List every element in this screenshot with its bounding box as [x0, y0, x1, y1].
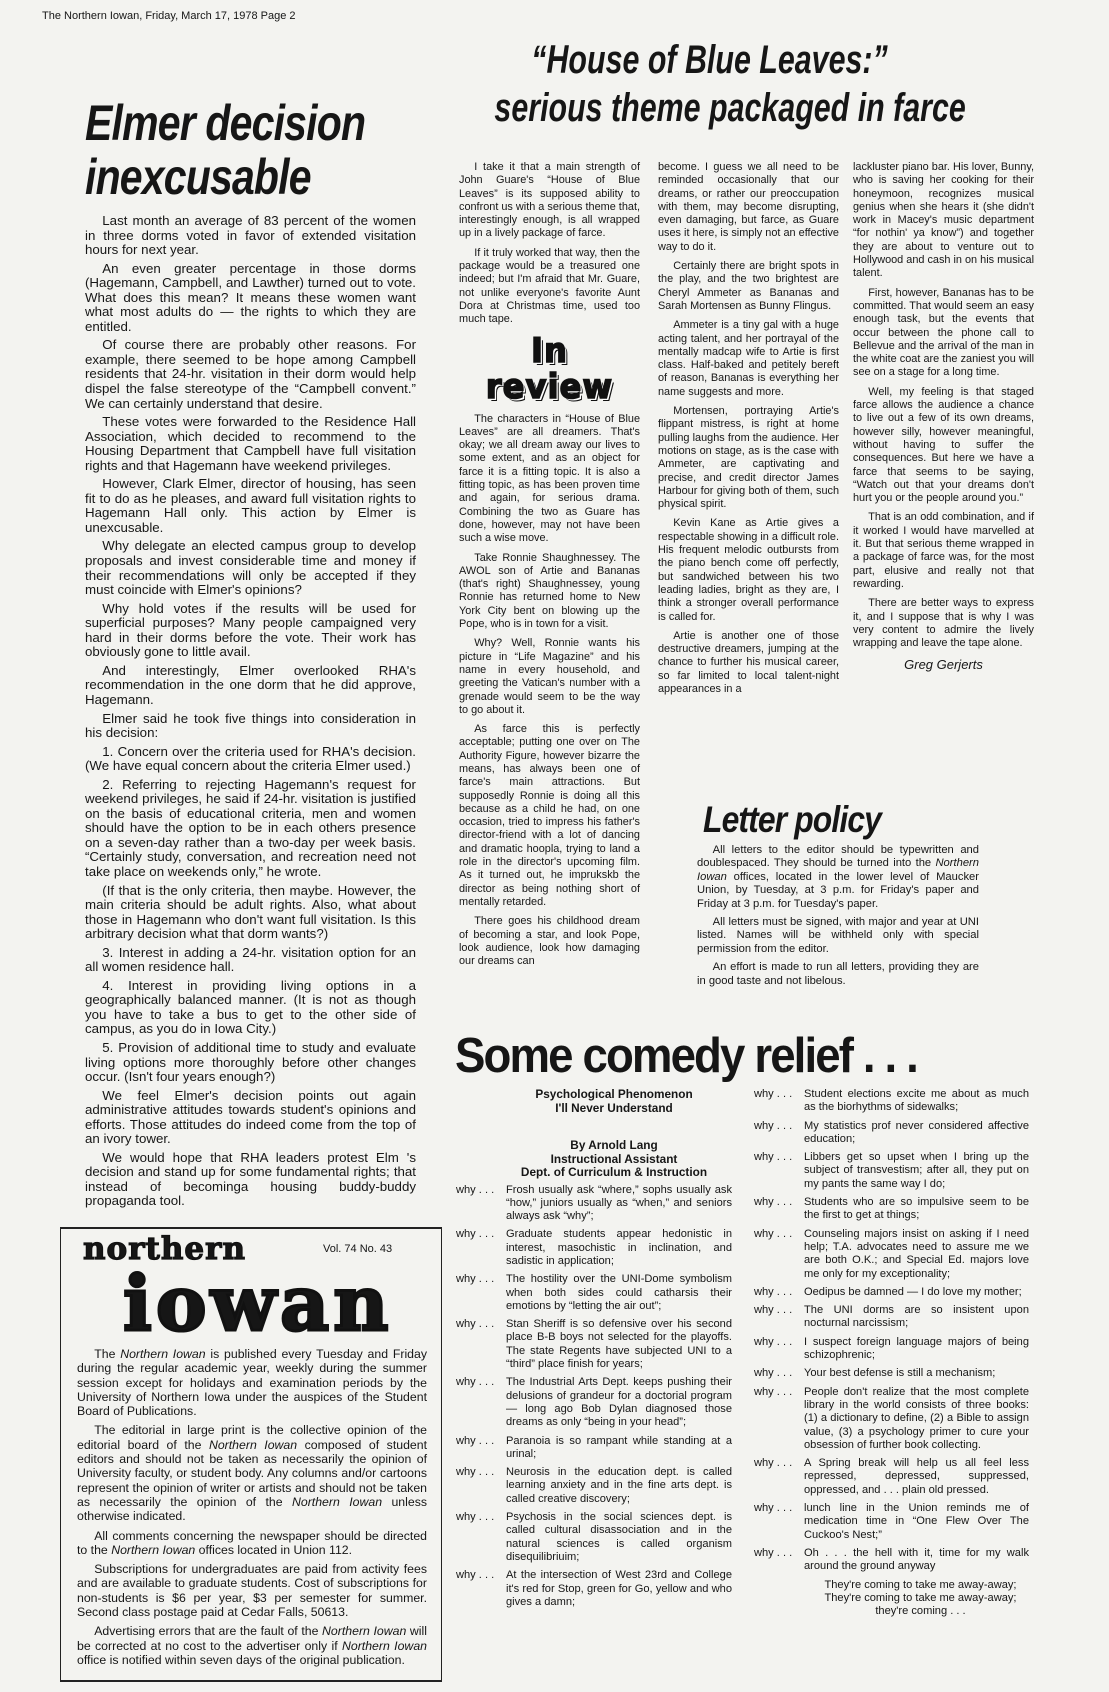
list-item — [456, 1228, 732, 1268]
text-segment: Advertising errors that are the fault of the — [94, 1624, 323, 1639]
closing-line: they're coming . . . — [875, 1605, 966, 1618]
paragraph: Elmer said he took five things into consideration in his decision: — [85, 710, 416, 741]
paragraph: lackluster piano bar. His lover, Bunny, who is saving her cooking for their honeymoon, recognizes musical genius when she hears it (she didn't work in Macey's music department “for nothin' ya know”) and together they are about to venture out to Hollywood and cash in on his musical talent. — [853, 161, 1034, 280]
editorial-body — [85, 214, 416, 1213]
why-label: why . . . — [456, 1511, 495, 1524]
paragraph — [77, 1347, 427, 1418]
list-item — [456, 1466, 732, 1506]
closing-line: They're coming to take me away-away; — [824, 1591, 1017, 1604]
paragraph: 5. Provision of additional time to study and evaluate living options more thoroughly before other changes occur. (Isn't four years enough?) — [85, 1039, 416, 1085]
review-column-2 — [658, 161, 839, 702]
title-line: I'll Never Understand — [555, 1100, 673, 1115]
text-segment: office is notified within seven days of the original publication. — [77, 1652, 405, 1667]
item-text: A Spring break will help us all feel less repressed, depressed, suppressed, oppressed, and . . . plain old pressed. — [804, 1457, 1029, 1496]
item-text: At the intersection of West 23rd and College it's red for Stop, green for Go, yellow and who gives a damn; — [506, 1569, 732, 1608]
list-item — [456, 1184, 732, 1224]
text-segment: The — [94, 1347, 121, 1361]
text-segment: Subscriptions for undergraduates are paid from activity fees and are available to graduate students. Cost of subscriptions for non-students is $6 per year, $3 per semester for summer. Second class postage paid at Cedar Falls, 50613. — [77, 1562, 427, 1620]
volume-number: Vol. 74 No. 43 — [323, 1243, 393, 1255]
headline-line: “House of Blue Leaves:” — [531, 38, 889, 82]
list-item — [456, 1511, 732, 1564]
why-label: why . . . — [754, 1119, 793, 1132]
masthead-body — [77, 1347, 427, 1667]
why-label: why . . . — [754, 1335, 793, 1348]
paragraph: Well, my feeling is that staged farce allows the audience a chance to live out a few of its own dreams, however silly, however meaningful, without having to suffer the consequences. But here we have a farce that seems to be saying, “Watch out that your dreams don't hurt you or the people around you.” — [853, 385, 1034, 505]
publication-name: Northern Iowan — [208, 1437, 298, 1452]
list-item — [754, 1286, 1029, 1299]
paragraph: There are better ways to express it, and I suppose that is why I was very content to admire the lively wrapping and leave the tape alone. — [853, 597, 1034, 650]
publication-name: Northern Iowan — [341, 1638, 427, 1653]
item-text: Graduate students appear hedonistic in interest, masochistic in inclination, and sadistic in application; — [506, 1228, 732, 1267]
item-text: Libbers get so upset when I bring up the subject of transvestism; after all, they put on my pants the same way I do; — [804, 1151, 1029, 1190]
paragraph: I take it that a main strength of John Guare's “House of Blue Leaves” is its supposed ability to confront us with a serious theme that, interestingly enough, is all wrapped up in a lively package of farce. — [459, 161, 640, 240]
text-segment: will be corrected at no cost to the advertiser only if — [77, 1624, 428, 1653]
review-byline: Greg Gerjerts — [904, 657, 983, 673]
item-text: Student elections excite me about as much as the biorhythms of sidewalks; — [804, 1088, 1029, 1114]
in-review-logo: In review — [485, 330, 614, 407]
paragraph: Certainly there are bright spots in the play, and the two brightest are Cheryl Ammeter as Bananas and Sarah Mortensen as Bunny Flingus. — [658, 260, 839, 312]
item-text: Psychosis in the social sciences dept. is called cultural disassociation and in the natural sciences is called organism disequilibriuim; — [506, 1511, 732, 1563]
paragraph: 2. Referring to rejecting Hagemann's request for weekend privileges, he said if 24-hr. visitation is justified on the basis of educational criteria, men and women should have the option to be in each others presence on a seven-day rather than a two-day per week basis. “Certainly study, conversation, and recreation need not take place on weekends only,” he wrote. — [85, 776, 416, 879]
list-item — [456, 1318, 732, 1371]
byline-line: Dept. of Curriculum & Instruction — [520, 1165, 708, 1179]
item-text: Frosh usually ask “where,” sophs usually ask “how,” juniors usually as “when,” and seniors always ask “why”; — [506, 1183, 732, 1223]
editorial-headline — [85, 96, 429, 204]
text-segment: composed of student editors and should not be taken as necessarily the opinion of University faculty, or student body. Any columns and/or cartoons represent the opinion of writer or artists and should not be taken as necessarily the opinion of the — [77, 1437, 428, 1509]
publication-name: Northern Iowan — [291, 1494, 383, 1509]
paragraph: Why? Well, Ronnie wants his picture in “Life Magazine” and his name in every household, and greeting the Vatican's number with a grenade would seem to be the way to go about it. — [459, 637, 640, 716]
letter-policy-body — [697, 844, 979, 988]
why-label: why . . . — [754, 1304, 793, 1317]
closing-lyrics — [812, 1579, 1029, 1619]
letter-policy-headline: Letter policy — [703, 799, 882, 840]
paragraph: An even greater percentage in those dorms (Hagemann, Campbell, and Lawther) turned out to vote. What does this mean? It means these women want what most adults do — the rights to which they are entitled. — [85, 260, 416, 334]
item-text: I suspect foreign language majors of being schizophrenic; — [804, 1335, 1029, 1362]
paragraph: As farce this is perfectly acceptable; putting one over on The Authority Figure, however bizarre the means, has always been one of farce's main attractions. But supposedly Ronnie is doing all this because as a child he had, on one occasion, tried to impress his father's director-friend with a lot of dancing and dramatic hoopla, trying to land a role in the director's upcoming film. As it turned out, he imprukskb the director as being nothing short of mentally retarded. — [459, 723, 640, 908]
why-label: why . . . — [754, 1546, 793, 1559]
list-item — [456, 1435, 732, 1462]
why-label: why . . . — [456, 1183, 495, 1196]
paragraph — [697, 916, 979, 956]
list-item — [754, 1502, 1029, 1542]
text-segment: All letters to the editor should be typewritten and doublespaced. They should be turned into the — [697, 844, 979, 870]
why-label: why . . . — [754, 1151, 793, 1164]
text-segment: All comments concerning the newspaper should be directed to the — [77, 1528, 427, 1557]
paragraph: (If that is the only criteria, then maybe. However, the main criteria should be adult rights. Also, what about those in Hagemann who don't want full visitation. Is this arbitrary decision what that dorm wants?) — [85, 882, 416, 942]
paragraph: The characters in “House of Blue Leaves” are all dreamers. That's okay; we all dream away our lives to some extent, and as an object for farce it is a fitting topic. It is also a fitting topic, as has been proven time and again, for serious drama. Combining the two as Guare has done, however, may not have been such a wise move. — [459, 412, 640, 545]
paragraph: 1. Concern over the criteria used for RHA's decision. (We have equal concern about the criteria Elmer used.) — [85, 743, 416, 774]
headline-line: inexcusable — [85, 149, 311, 205]
paragraph: These votes were forwarded to the Residence Hall Association, which decided to recommend to the Housing Department that Campbell have full visitation rights and that Hagemann have weekend privileges. — [85, 414, 416, 473]
why-label: why . . . — [754, 1367, 793, 1380]
title-line: Psychological Phenomenon — [535, 1087, 693, 1101]
byline-line: By Arnold Lang — [570, 1138, 658, 1152]
review-column-3 — [853, 161, 1034, 672]
item-text: Your best defense is still a mechanism; — [804, 1367, 996, 1380]
item-text: Stan Sheriff is so defensive over his second place B-B boys not selected for the playoffs. The state Regents have subjected UNI to a “third” place finish for years; — [506, 1318, 732, 1371]
text-segment: unless otherwise indicated. — [77, 1494, 427, 1524]
paragraph: We would hope that RHA leaders protest Elm 's decision and stand up for some fundamental rights; that instead of becominga housing buddy-buddy propaganda tool. — [85, 1149, 416, 1209]
item-text: The Industrial Arts Dept. keeps pushing their delusions of grandeur for a doctorial program — long ago Bob Dylan diagnosed those dreams as only “being in your head”; — [506, 1376, 732, 1429]
text-segment: The editorial in large print is the collective opinion of the editorial board of the — [77, 1423, 427, 1452]
why-label: why . . . — [754, 1502, 793, 1515]
text-segment: offices located in Union 112. — [195, 1542, 353, 1557]
text-segment: All letters must be signed, with major and year at UNI listed. Names will be withheld only with special permission from the editor. — [697, 916, 979, 955]
list-item — [754, 1386, 1029, 1452]
why-label: why . . . — [754, 1385, 793, 1398]
why-label: why . . . — [456, 1434, 495, 1447]
list-item — [754, 1196, 1029, 1223]
item-text: My statistics prof never considered affective education; — [804, 1119, 1029, 1145]
item-text: lunch line in the Union reminds me of medication time in “One Flew Over The Cuckoo's Nest;” — [804, 1502, 1029, 1541]
paragraph — [697, 961, 979, 988]
why-label: why . . . — [754, 1088, 793, 1100]
why-label: why . . . — [456, 1228, 495, 1241]
publication-name: Northern Iowan — [697, 857, 979, 883]
why-label: why . . . — [754, 1285, 793, 1298]
publication-name: Northern Iowan — [120, 1347, 206, 1361]
item-text: Neurosis in the education dept. is called learning anxiety and in the fine arts dept. is called creative discovery; — [506, 1466, 732, 1505]
comedy-byline — [496, 1139, 732, 1180]
paragraph: 4. Interest in providing living options in a geographically balanced manner. (It is not as though you have to take a bus to get to the other side of campus, as you do in Iowa City.) — [85, 977, 416, 1037]
paragraph — [77, 1562, 427, 1619]
paragraph: Ammeter is a tiny gal with a huge acting talent, and her portrayal of the mentally madcap wife to Artie is first class. Half-baked and petitely bereft of reason, Bananas is everything her name suggests and more. — [658, 319, 839, 398]
why-label: why . . . — [456, 1273, 495, 1286]
paragraph: We feel Elmer's decision points out again administrative attitudes towards student's opinions and efforts. Those attitudes do indeed come from the top of an ivory tower. — [85, 1087, 416, 1147]
paragraph: Kevin Kane as Artie gives a respectable showing in a difficult role. His frequent melodic outbursts from the piano bench come off perfectly, but sandwiched between his two leading ladies, bright as they are, I think a stronger overall performance is called for. — [658, 517, 839, 623]
paragraph: There goes his childhood dream of becoming a star, and look Pope, look audience, look how damaging our dreams can — [459, 915, 640, 968]
why-label: why . . . — [456, 1376, 495, 1389]
headline-line: serious theme packaged in farce — [494, 86, 966, 130]
list-item — [456, 1273, 732, 1313]
comedy-right-column — [754, 1088, 1029, 1618]
dateline: The Northern Iowan, Friday, March 17, 1978 Page 2 — [42, 10, 296, 22]
paragraph: Last month an average of 83 percent of the women in three dorms voted in favor of extended visitation hours for next year. — [85, 213, 416, 258]
text-segment: An effort is made to run all letters, providing they are in good taste and not libelous. — [697, 961, 979, 987]
paragraph: Mortensen, portraying Artie's flippant mistress, is right at home pulling laughs from the audience. Her motions on stage, as is the case with Ammeter, are captivating and precise, and credit director James Harbour for giving both of them, such physical spirit. — [658, 405, 839, 511]
list-item — [754, 1367, 1029, 1380]
paragraph: Why hold votes if the results will be used for superficial purposes? Many people campaigned very hard in their dorms before the vote. Their work has obviously gone to little avail. — [85, 600, 416, 660]
text-segment: offices, located in the lower level of Maucker Union, by Tuesday, at 3 p.m. for Friday's paper and Friday at 3 p.m. for Tuesday's paper. — [697, 870, 979, 910]
item-text: Paranoia is so rampant while standing at a urinal; — [506, 1434, 732, 1460]
paragraph: And interestingly, Elmer overlooked RHA's recommendation in the one dorm that he did approve, Hagemann. — [85, 662, 416, 707]
list-item — [754, 1151, 1029, 1191]
why-label: why . . . — [754, 1457, 793, 1470]
review-column-1 — [459, 161, 640, 974]
paragraph: However, Clark Elmer, director of housing, has seen fit to do as he pleases, and award full visitation rights to Hagemann Hall only. This action by Elmer is unexcusable. — [85, 476, 416, 535]
item-text: Oedipus be damned — I do love my mother; — [804, 1285, 1022, 1298]
list-item — [456, 1569, 732, 1609]
publication-name: Northern Iowan — [111, 1542, 196, 1557]
list-item — [754, 1120, 1029, 1147]
why-label: why . . . — [754, 1227, 793, 1240]
list-item — [754, 1547, 1029, 1574]
masthead-logo-northern: northern — [83, 1231, 246, 1267]
masthead-logo-iowan: iowan — [123, 1259, 393, 1348]
publication-name: Northern Iowan — [322, 1624, 407, 1639]
list-item — [754, 1088, 1029, 1115]
paragraph: If it truly worked that way, then the package would be a treasured one indeed; but I'm afraid that Mr. Guare, not unlike everyone's favorite Aunt Dora at Christmas time, used too much tape. — [459, 246, 640, 326]
text-segment: is published every Tuesday and Friday during the regular academic year, weekly during the summer session except for holidays and examination periods by the University of Northern Iowa under the auspices of the Student Board of Publications. — [77, 1347, 428, 1419]
comedy-left-column — [456, 1088, 732, 1614]
item-text: People don't realize that the most complete library in the world consists of three books: (1) a dictionary to define, (2) a Bible to assign value, (3) a psychology primer to cure your obsession of further book collecting. — [804, 1385, 1029, 1451]
review-headline — [420, 36, 1000, 132]
paragraph: Artie is another one of those destructive dreamers, jumping at the chance to further his musical career, so far limited to local talent-night appearances in a — [658, 629, 839, 695]
item-text: The UNI dorms are so insistent upon nocturnal narcissism; — [804, 1304, 1029, 1330]
paragraph: Why delegate an elected campus group to develop proposals and invest considerable time and money if their recommendations will only be accepted if they must coincide with Elmer's opinions? — [85, 538, 416, 598]
paragraph: That is an odd combination, and if it worked I would have marvelled at it. But that serious theme wrapped in a package of farce was, for the most part, elusive and really not that rewarding. — [853, 511, 1034, 590]
item-text: Counseling majors insist on asking if I need help; T.A. advocates need to assure me we are both O.K.; and Special Ed. majors love me only for my exceptionality; — [804, 1227, 1029, 1280]
byline-line: Instructional Assistant — [550, 1151, 678, 1166]
paragraph: Of course there are probably other reasons. For example, there seemed to be hope among Campbell residents that 24-hr. visitation in their dorm would help dispel the false stereotype of the “Campbell convent.” We can certainly understand that desire. — [85, 337, 416, 411]
letter-policy — [697, 800, 979, 993]
why-label: why . . . — [456, 1569, 495, 1582]
headline-line: Elmer decision — [85, 95, 366, 151]
list-item — [754, 1336, 1029, 1363]
list-item — [754, 1457, 1029, 1497]
why-label: why . . . — [754, 1196, 793, 1209]
list-item — [456, 1376, 732, 1429]
paragraph — [77, 1529, 427, 1558]
paragraph — [697, 844, 979, 911]
closing-line: They're coming to take me away-away; — [824, 1578, 1017, 1591]
comedy-headline: Some comedy relief . . . — [455, 1029, 917, 1083]
comedy-title — [496, 1088, 732, 1115]
paragraph: First, however, Bananas has to be committed. That would seem an easy enough task, but the events that occur between the phone call to Bellevue and the arrival of the man in the white coat are the zaniest you will see on a stage for a long time. — [853, 286, 1034, 379]
item-text: Oh . . . the hell with it, time for my walk around the ground anyway — [804, 1546, 1029, 1573]
why-label: why . . . — [456, 1466, 495, 1479]
list-item — [754, 1304, 1029, 1331]
paragraph: Take Ronnie Shaughnessey. The AWOL son of Artie and Bananas (that's right) Shaughnessey, young Ronnie has returned home to New York City bent on blowing up the Pope, who is in town for a visit. — [459, 551, 640, 631]
paragraph — [77, 1423, 427, 1523]
list-item — [754, 1228, 1029, 1281]
masthead-box — [60, 1227, 442, 1682]
paragraph: 3. Interest in adding a 24-hr. visitation option for an all women residence hall. — [85, 944, 416, 975]
item-text: The hostility over the UNI-Dome symbolism when both sides could catharsis their emotions by “letting the air out”; — [506, 1273, 732, 1312]
item-text: Students who are so impulsive seem to be the first to get at things; — [804, 1196, 1029, 1222]
why-label: why . . . — [456, 1318, 495, 1331]
paragraph: become. I guess we all need to be reminded occasionally that our dreams, or rather our preoccupation with them, may become disrupting, even damaging, but farce, as Guare uses it here, is simply not an effective way to do it. — [658, 161, 839, 253]
paragraph — [77, 1624, 427, 1667]
